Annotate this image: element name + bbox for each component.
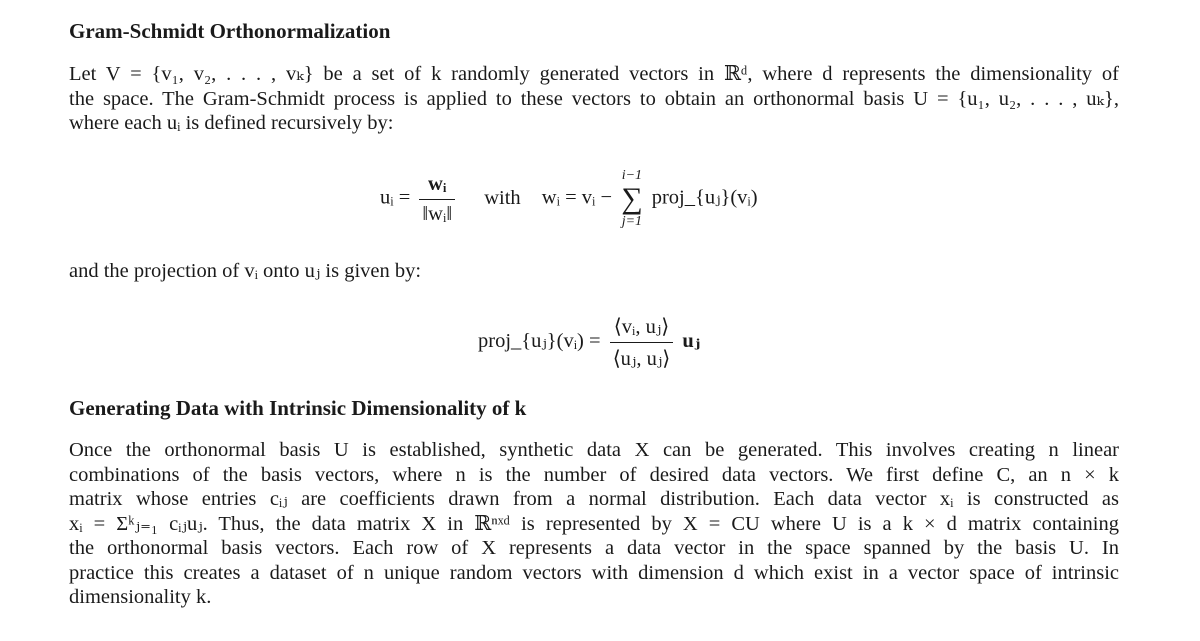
paragraph-line: Let V = {v₁, v₂, . . . , vₖ} be a set of k randomly generated vectors in ℝᵈ, where d represents the dimensionality of — [69, 63, 1119, 85]
equation-lhs: proj_{uⱼ}(vᵢ) = — [478, 330, 601, 353]
fraction-normalize — [419, 173, 455, 226]
paragraph-line: the orthonormal basis vectors. Each row of X represents a data vector in the space spanned by the basis U. In — [69, 537, 1119, 559]
section-heading-gram-schmidt: Gram-Schmidt Orthonormalization — [69, 19, 391, 43]
paragraph-line: the space. The Gram-Schmidt process is applied to these vectors to obtain an orthonormal basis U = {u₁, u₂, . . . , uₖ}, — [69, 87, 1119, 110]
paragraph-line: Once the orthonormal basis U is established, synthetic data X can be generated. This involves creating n linear — [69, 439, 1119, 461]
summation-upper-limit: i−1 — [621, 168, 643, 183]
paragraph-line: where each uᵢ is defined recursively by: — [69, 112, 394, 134]
fraction-denominator: ‖wᵢ‖ — [422, 202, 453, 225]
paragraph-projection-intro — [69, 259, 1119, 284]
paragraph-data-generation — [69, 438, 1119, 610]
equation-gram-schmidt — [380, 168, 758, 230]
paragraph-line: matrix whose entries cᵢⱼ are coefficients drawn from a normal distribution. Each data vector xᵢ is constructed as — [69, 488, 1119, 510]
equation-projection — [478, 314, 700, 371]
fraction-inner-product — [610, 314, 674, 371]
equation-lhs: uᵢ = — [380, 186, 411, 209]
section-heading-intrinsic-dimensionality: Generating Data with Intrinsic Dimensionality of k — [69, 396, 527, 420]
paragraph-line: and the projection of vᵢ onto uⱼ is given by: — [69, 260, 422, 282]
summation-sigma: ∑ — [621, 182, 643, 215]
summation-lower-limit: j=1 — [621, 214, 643, 229]
fraction-numerator: ⟨vᵢ, uⱼ⟩ — [610, 314, 674, 343]
summation — [621, 168, 642, 230]
equation-with-word: with — [484, 186, 521, 209]
equation-w-definition: wᵢ = vᵢ − — [541, 186, 613, 209]
fraction-denominator: ⟨uⱼ, uⱼ⟩ — [612, 348, 671, 370]
paragraph-line: practice this creates a dataset of n unique random vectors with dimension d which exist in a vector space of intrinsic — [69, 561, 1119, 584]
equation-projection-term: proj_{uⱼ}(vᵢ) — [651, 186, 758, 209]
equation-rhs: uⱼ — [682, 330, 701, 353]
paragraph-intro — [69, 62, 1119, 136]
fraction-numerator: wᵢ — [419, 173, 455, 200]
paragraph-line: xᵢ = Σᵏⱼ₌₁ cᵢⱼuⱼ. Thus, the data matrix X in ℝⁿˣᵈ is represented by X = CU where U is a k × d matrix containing — [69, 512, 1119, 535]
paragraph-line: dimensionality k. — [69, 586, 212, 608]
paragraph-line: combinations of the basis vectors, where n is the number of desired data vectors. We first define C, an n × k — [69, 463, 1119, 486]
